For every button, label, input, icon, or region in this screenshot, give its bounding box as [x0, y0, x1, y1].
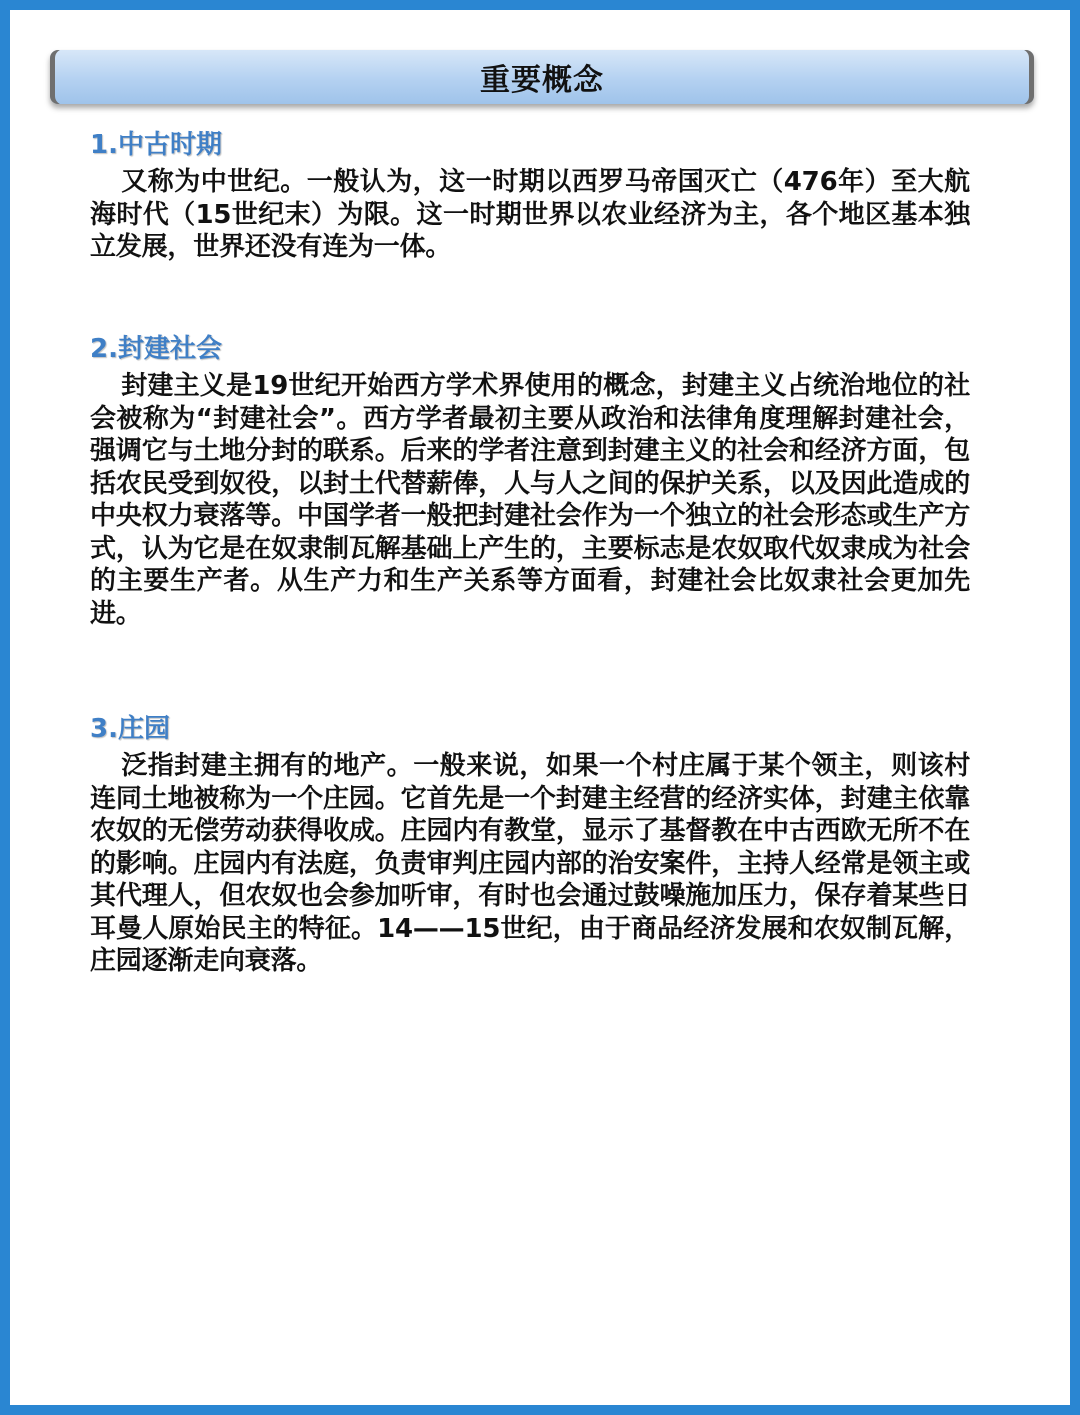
section-heading: 3.庄园 — [90, 714, 170, 744]
section-manor — [90, 712, 970, 978]
title-banner — [50, 50, 1034, 104]
section-body: 泛指封建主拥有的地产。一般来说，如果一个村庄属于某个领主，则该村连同土地被称为一个庄园。它首先是一个封建主经营的经济实体，封建主依靠农奴的无偿劳动获得收成。庄园内有教堂，显示了基督教在中古西欧无所不在的影响。庄园内有法庭，负责审判庄园内部的治安案件，主持人经常是领主或其代理人，但农奴也会参加听审，有时也会通过鼓噪施加压力，保存着某些日耳曼人原始民主的特征。14——15世纪，由于商品经济发展和农奴制瓦解，庄园逐渐走向衰落。 — [90, 751, 970, 976]
section-heading: 2.封建社会 — [90, 334, 222, 364]
section-feudal-society — [90, 332, 970, 630]
section-body: 又称为中世纪。一般认为，这一时期以西罗马帝国灭亡（476年）至大航海时代（15世纪末）为限。这一时期世界以农业经济为主，各个地区基本独立发展，世界还没有连为一体。 — [90, 167, 970, 262]
page-title: 重要概念 — [480, 63, 604, 98]
section-heading: 1.中古时期 — [90, 130, 222, 160]
section-middle-ages — [90, 128, 970, 264]
section-body: 封建主义是19世纪开始西方学术界使用的概念，封建主义占统治地位的社会被称为“封建社会”。西方学者最初主要从政治和法律角度理解封建社会，强调它与土地分封的联系。后来的学者注意到封建主义的社会和经济方面，包括农民受到奴役，以封土代替薪俸，人与人之间的保护关系，以及因此造成的中央权力衰落等。中国学者一般把封建社会作为一个独立的社会形态或生产方式，认为它是在奴隶制瓦解基础上产生的，主要标志是农奴取代奴隶成为社会的主要生产者。从生产力和生产关系等方面看，封建社会比奴隶社会更加先进。 — [90, 371, 970, 629]
